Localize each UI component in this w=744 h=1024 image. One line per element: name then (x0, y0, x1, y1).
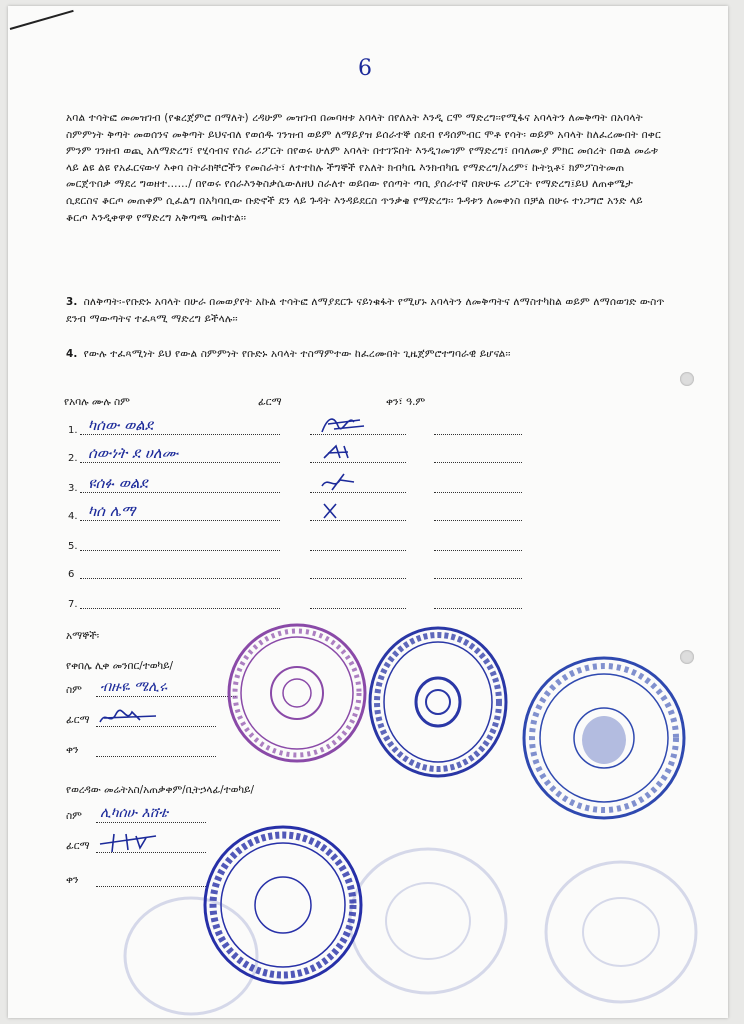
row-number: 4. (68, 511, 78, 522)
column-header-date: ቀን፣ ዓ.ም (386, 396, 426, 408)
paragraph-3-number: 3. (66, 296, 78, 308)
row-number: 5. (68, 541, 78, 552)
member-signature (314, 440, 374, 464)
paragraph-4-text: የውሉ ተፈጻሚነት ይህ የውል ስምምነት የቡድኑ አባላት ተስማምተው ከፈረሙበት ጊዜጀምሮተግባራዊ ይሆናል፡፡ (83, 348, 511, 360)
witnesses-heading: አማኞች፡ (66, 630, 100, 642)
official-title: የወረዳው መሬትአስ/አጠቃቀም/ቢትኃላፊ/ተወካይ/ (66, 784, 254, 796)
name-label: ስም (66, 810, 82, 822)
punch-hole (680, 372, 694, 386)
official-signature (96, 830, 166, 854)
paragraph-3-text: ስለቅጣት፡-የቡድኑ አባላት በሁራ በመወያየት አኩል ተሳትፎ ለማያደርጉ ናይነቁፋት የሚሆኑ አባላትን ለመቅጣትና ለማስተካከል ወይም ለማሰወገድ ውስጥ ደንብ ማውጣትና ተፈጻሚ ማድረግ ይችላሉ፡፡ (66, 296, 665, 325)
pen-stroke (10, 10, 74, 30)
receiver-signature-field (66, 710, 216, 730)
date-label: ቀን (66, 744, 79, 756)
official-seal-stamp (516, 650, 692, 826)
receiver-date-field (66, 740, 216, 760)
row-number: 3. (68, 483, 78, 494)
punch-hole (680, 650, 694, 664)
official-name-field (66, 806, 206, 826)
official-signature-field (66, 836, 206, 856)
member-row (66, 590, 536, 612)
paragraph-3 (66, 294, 666, 327)
receiver-name-field (66, 680, 236, 700)
row-number: 6 (68, 569, 75, 580)
member-name: ሰውነት ደ ሀለሙ (88, 444, 179, 462)
signature-label: ፊርማ (66, 840, 90, 852)
row-number: 2. (68, 453, 78, 464)
official-date-field (66, 870, 206, 890)
row-number: 7. (68, 599, 78, 610)
receiver-title: የቀበሌ ሊቀ መንበር/ተወካይ/ (66, 660, 173, 672)
member-signature (314, 498, 374, 522)
official-seal-stamp (222, 618, 372, 768)
row-number: 1. (68, 425, 78, 436)
member-row (66, 416, 536, 438)
member-name: ካሰው ወልደ (88, 416, 153, 434)
member-row (66, 560, 536, 582)
paragraph-4 (66, 346, 666, 363)
date-label: ቀን (66, 874, 79, 886)
page-number: 6 (358, 56, 372, 81)
paragraph-4-number: 4. (66, 348, 78, 360)
member-signature (314, 412, 374, 436)
bleedthrough-seal (536, 852, 706, 1012)
member-signature (314, 470, 374, 494)
member-name: ዩሰፉ ወልደ (88, 474, 148, 492)
paragraph-1: አባል ተሳትፎ መመዝገብ (የቁረጀምሮ በማለት) ረዳሁም መዝገብ በመባዛቱ አባላት በየለአት እንዲ ርሞ ማድረግ፡፡የሚፋና አባላትን ለመቅጣት በአባላት ስምምነት ቅጣት መወሰንና መቅጣት ይህናብለ የወሰዱ ገንዝብ ወይም ለማይያዝ ይሰራተኞ ሰደብ የዳሰምብር ሞቶ የሳት፡ ወይም አባላት ከለፈረሙበት በቀር ምንም ገንዘብ ወጪ አለማድረግ፣ የሂሳብና የስራ ሪፖርት በየወሩ ሁለም አባላት በተገኙበት እንዲገመገም የማድረግ፣ በባለሙያ ምክር መሰረት በወል መሬቱ ላይ ልዩ ልዩ የአፈርናውሃ እቀባ ስትራክቸሮችን የመስራት፣ ለተተከሉ ችግኞች የአለት ክብካቤ እንክብካቤ የማድረግ/አረም፣ ኩትኳቶ፣ ክምፖስትመጠ መርጀጥበቃ ማደረ ግወዘተ……/ በየወሩ የሰራእንቅስቃሴውለዘህ ስራለተ ወይበው የሰጣት ጣቢ ያሰራተኛ በጽሁፍ ሪፖርት የማድረግ፤ይህ ለጠቀሜታ ሲደርስና ቆርጦ መጠቀም ሲፈልግ በአካባቢው ቡድኖች ደን ላይ ጉዳት እንዳይደርስ ጥንቃቄ የማድረግ፡፡ ጉዳቱን ለመቀነስ በቻል በሁሩ ተነጋግሮ አንድ ላይ ቆርጦ እንዲቀዋዋ የማድረግ አቅጣጫ መከተል፡፡ (66, 112, 661, 224)
column-header-name: የአባሉ ሙሉ ስም (64, 396, 130, 408)
official-name: ሊካሰሁ እሸቴ (100, 805, 168, 821)
signature-label: ፊርማ (66, 714, 90, 726)
member-row (66, 532, 536, 554)
document-page (8, 6, 728, 1018)
official-seal-stamp (198, 820, 368, 990)
name-label: ስም (66, 684, 82, 696)
column-header-signature: ፊርማ (258, 396, 282, 408)
official-seal-stamp (363, 622, 513, 782)
member-row (66, 444, 536, 466)
member-row (66, 502, 536, 524)
receiver-signature (96, 706, 166, 728)
seal-purple (229, 625, 365, 761)
member-row (66, 474, 536, 496)
member-name: ካሰ ሌማ (88, 502, 136, 520)
receiver-name: ብዙዬ ሜሊሩ (100, 679, 167, 695)
